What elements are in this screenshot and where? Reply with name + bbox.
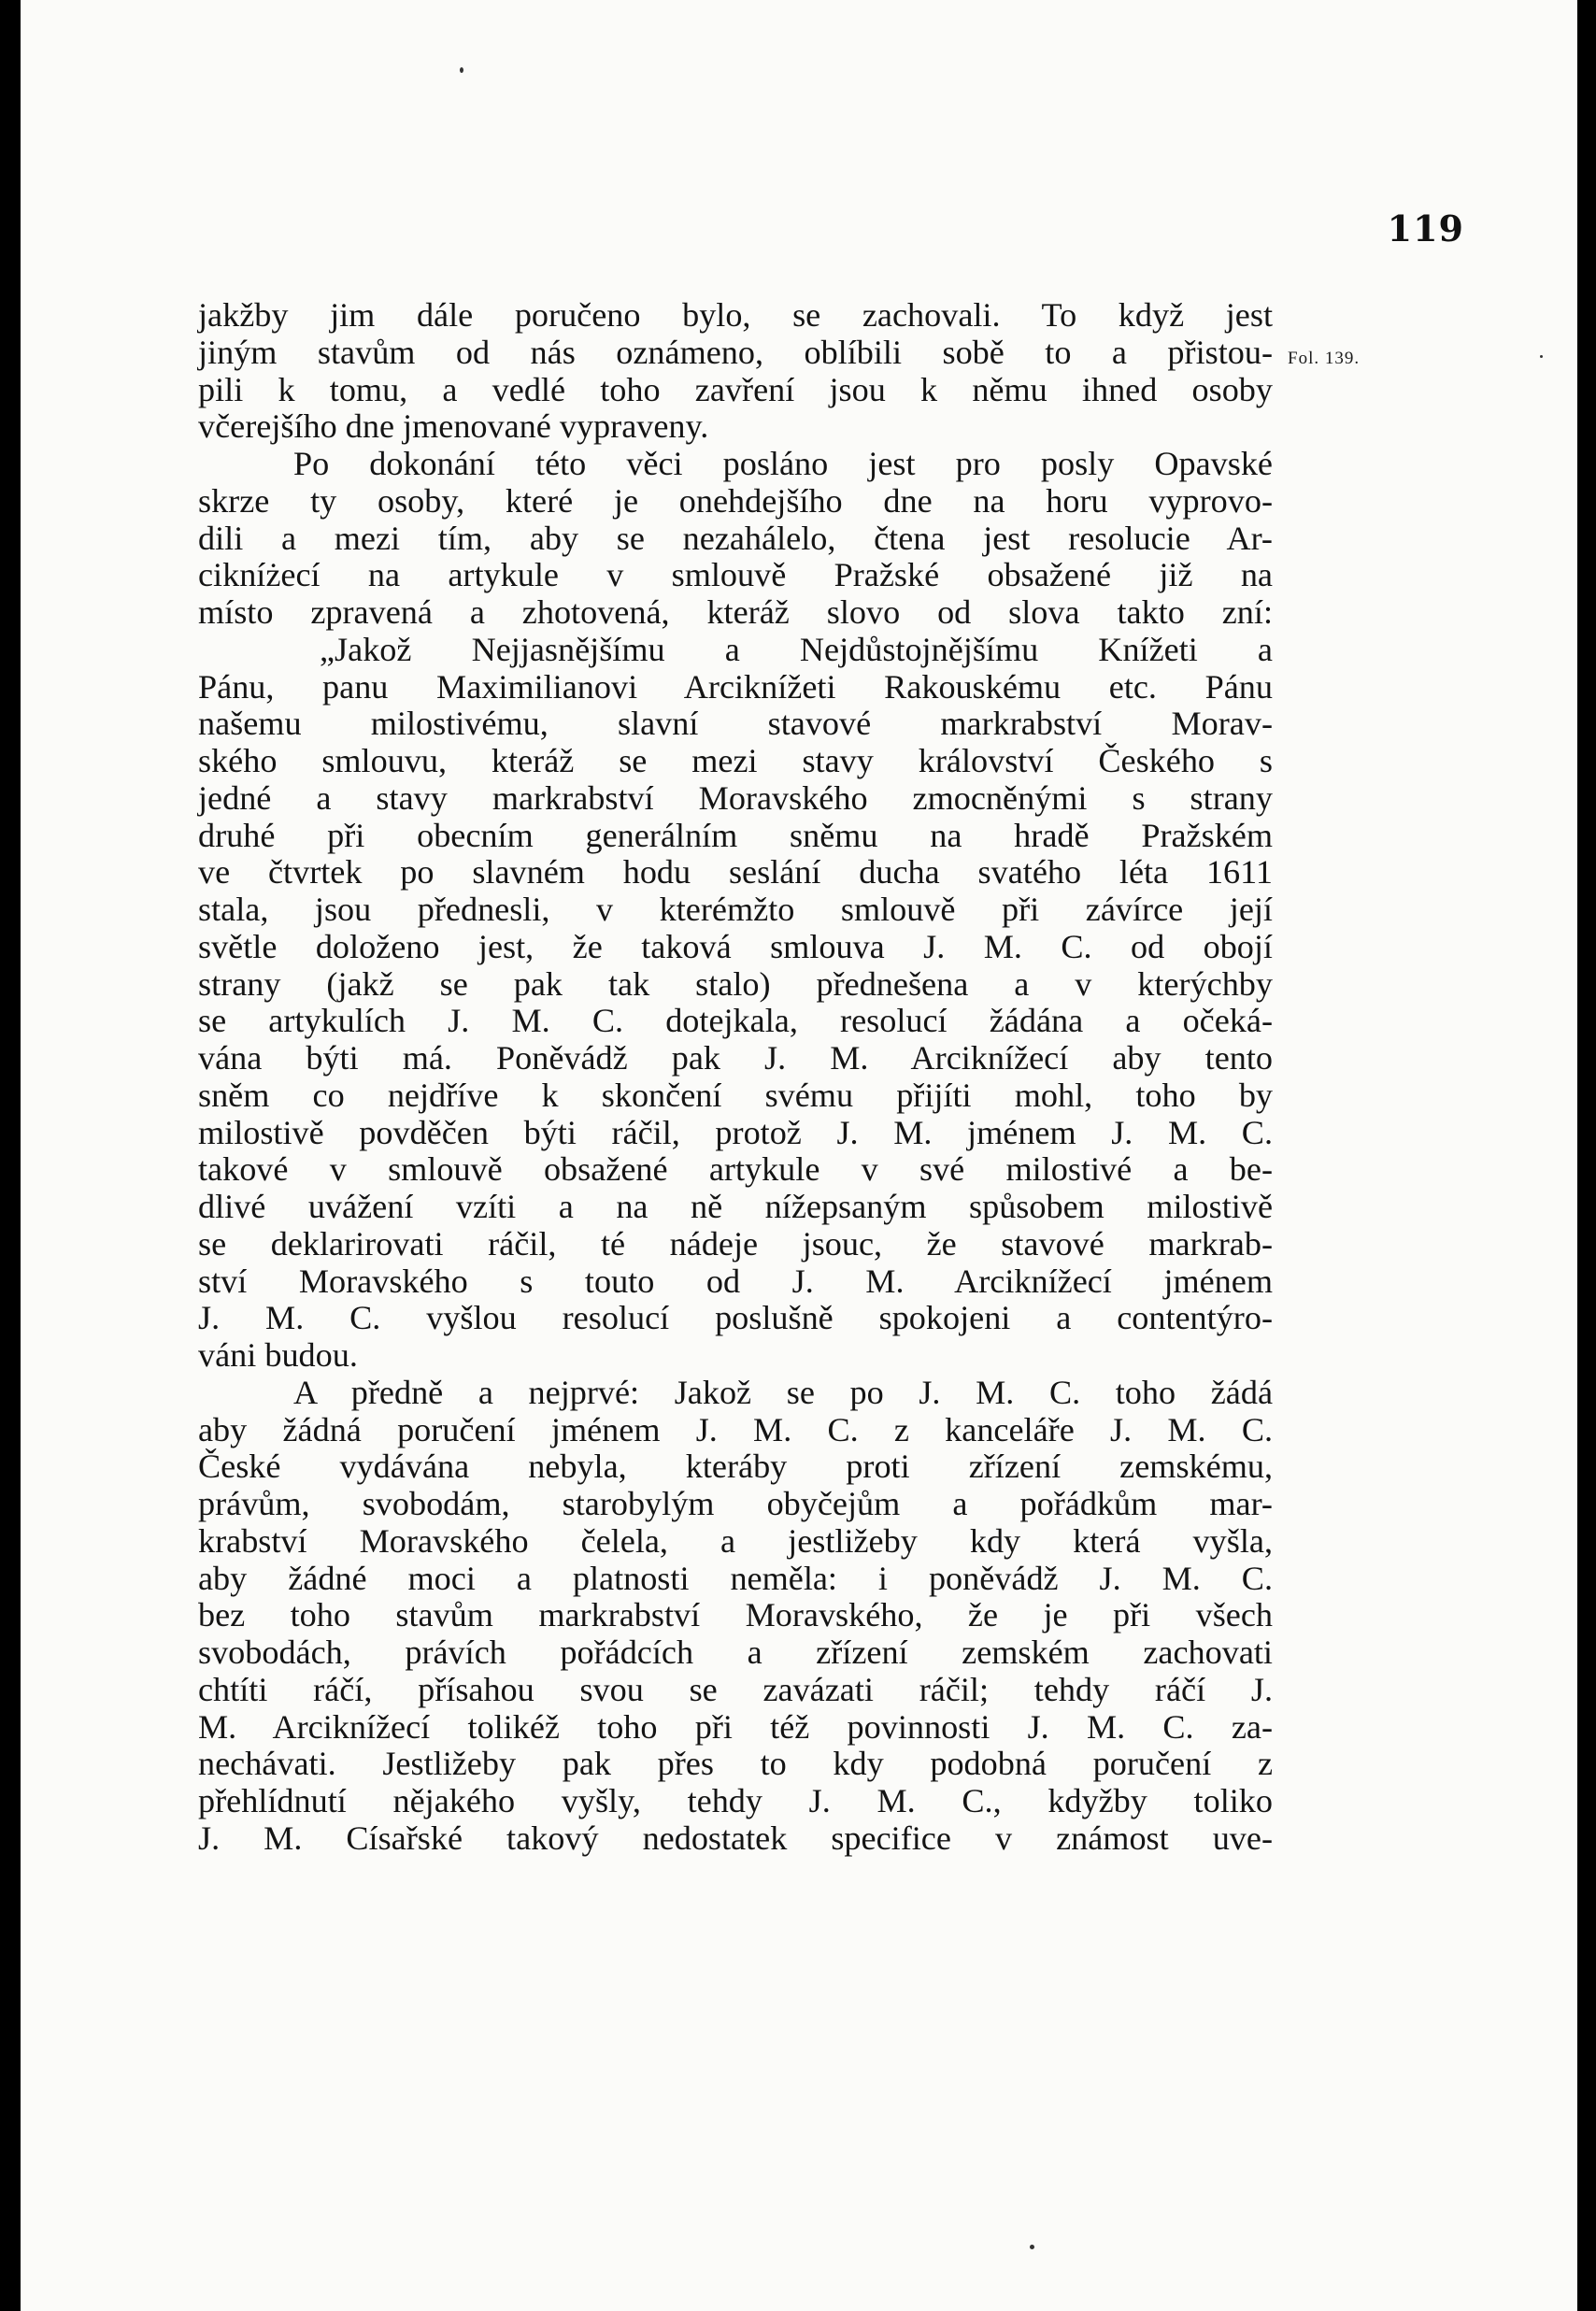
text-line: přehlídnutí nějakého vyšly, tehdy J. M. C., kdyžby toliko [198, 1782, 1273, 1819]
text-line: aby žádná poručení jménem J. M. C. z kanceláře J. M. C. [198, 1410, 1273, 1448]
text-line: A předně a nejprvé: Jakož se po J. M. C. toho žádá [293, 1373, 1273, 1411]
text-line: skrze ty osoby, které je onehdejšího dne na horu vyprovo- [198, 481, 1273, 520]
page-number: 119 [1387, 207, 1464, 250]
text-line: jedné a stavy markrabství Moravského zmocněnými s strany [198, 778, 1273, 817]
margin-folio-note: Fol. 139. [1288, 349, 1361, 368]
text-line: se artykulích J. M. C. dotejkala, resolucí žádána a očeká- [198, 1002, 1273, 1040]
text-line: sněm co nejdříve k skončení svému přijíti mohl, toho by [198, 1076, 1273, 1114]
text-line: cikníżecí na artykule v smlouvě Pražské obsažené již na [198, 556, 1273, 594]
text-line: ství Moravského s touto od J. M. Arciknížecí jménem [198, 1262, 1273, 1300]
text-line: Pánu, panu Maximilianovi Arciknížeti Rakouskému etc. Pánu [198, 667, 1273, 706]
paper-speck [1540, 355, 1543, 358]
text-line: stala, jsou přednesli, v kterémžto smlouvě při závírce její [198, 891, 1273, 928]
paper-speck [460, 67, 463, 73]
text-line: dili a mezi tím, aby se nezahálelo, čtena jest resolucie Ar- [198, 519, 1273, 557]
paper-speck [1030, 2245, 1034, 2249]
text-line: ve čtvrtek po slavném hodu seslání ducha svatého léta 1611 [198, 853, 1273, 892]
book-page [21, 0, 1577, 2311]
text-line: M. Arciknížecí tolikéž toho při též povinnosti J. M. C. za- [198, 1707, 1273, 1746]
text-line: pili k tomu, a vedlé toho zavření jsou k němu ihned osoby [198, 370, 1273, 408]
text-line: chtíti ráčí, přísahou svou se zavázati ráčil; tehdy ráčí J. [198, 1670, 1273, 1708]
text-line: svobodách, právích pořádcích a zřízení zemském zachovati [198, 1633, 1273, 1671]
text-line: Po dokonání této věci posláno jest pro posly Opavské [293, 445, 1273, 482]
text-line: České vydávána nebyla, kteráby proti zřízení zemskému, [198, 1448, 1273, 1486]
text-line: jiným stavům od nás oznámeno, oblíbili sobě to a přistou- [198, 333, 1273, 371]
text-line: nechávati. Jestližeby pak přes to kdy podobná poručení z [198, 1745, 1273, 1783]
text-line: bez toho stavům markrabství Moravského, že je při všech [198, 1596, 1273, 1634]
text-line: našemu milostivému, slavní stavové markrabství Morav- [198, 705, 1273, 743]
text-line: strany (jakž se pak tak stalo) přednešena a v kterýchby [198, 964, 1273, 1003]
text-line: krabství Moravského čelela, a jestližeby kdy která vyšla, [198, 1521, 1273, 1560]
text-line: J. M. Císařské takový nedostatek specifice v známost uve- [198, 1819, 1273, 1857]
text-line: takové v smlouvě obsažené artykule v své milostivé a be- [198, 1150, 1273, 1189]
text-line: se deklarirovati ráčil, té nádeje jsouc, že stavové markrab- [198, 1224, 1273, 1262]
text-line: druhé při obecním generálním sněmu na hradě Pražském [198, 816, 1273, 854]
text-line: aby žádné moci a platnosti neměla: i poněvádž J. M. C. [198, 1559, 1273, 1597]
text-line: místo zpravená a zhotovená, kteráž slovo od slova takto zní: [198, 593, 1273, 631]
text-line: dlivé uvážení vzíti a na ně nížepsaným spůsobem milostivě [198, 1188, 1273, 1225]
text-line: právům, svobodám, starobylým obyčejům a pořádkům mar- [198, 1485, 1273, 1522]
text-line: „Jakož Nejjasnějšímu a Nejdůstojnějšímu Knížeti a [320, 630, 1273, 668]
text-line: jakžby jim dále poručeno bylo, se zachovali. To když jest [198, 296, 1273, 334]
text-line: milostivě povděčen býti ráčil, protož J. M. jménem J. M. C. [198, 1113, 1273, 1151]
text-line: ského smlouvu, kteráž se mezi stavy království Českého s [198, 742, 1273, 779]
text-line: světle doloženo jest, že taková smlouva J. M. C. od obojí [198, 927, 1273, 965]
text-line: váni budou. [198, 1336, 358, 1374]
text-line: včerejšího dne jmenované vypraveny. [198, 407, 709, 446]
body-text [198, 297, 1273, 1858]
text-line: vána býti má. Poněvádž pak J. M. Arciknížecí aby tento [198, 1039, 1273, 1077]
text-line: J. M. C. vyšlou resolucí poslušně spokojeni a contentýro- [198, 1299, 1273, 1337]
